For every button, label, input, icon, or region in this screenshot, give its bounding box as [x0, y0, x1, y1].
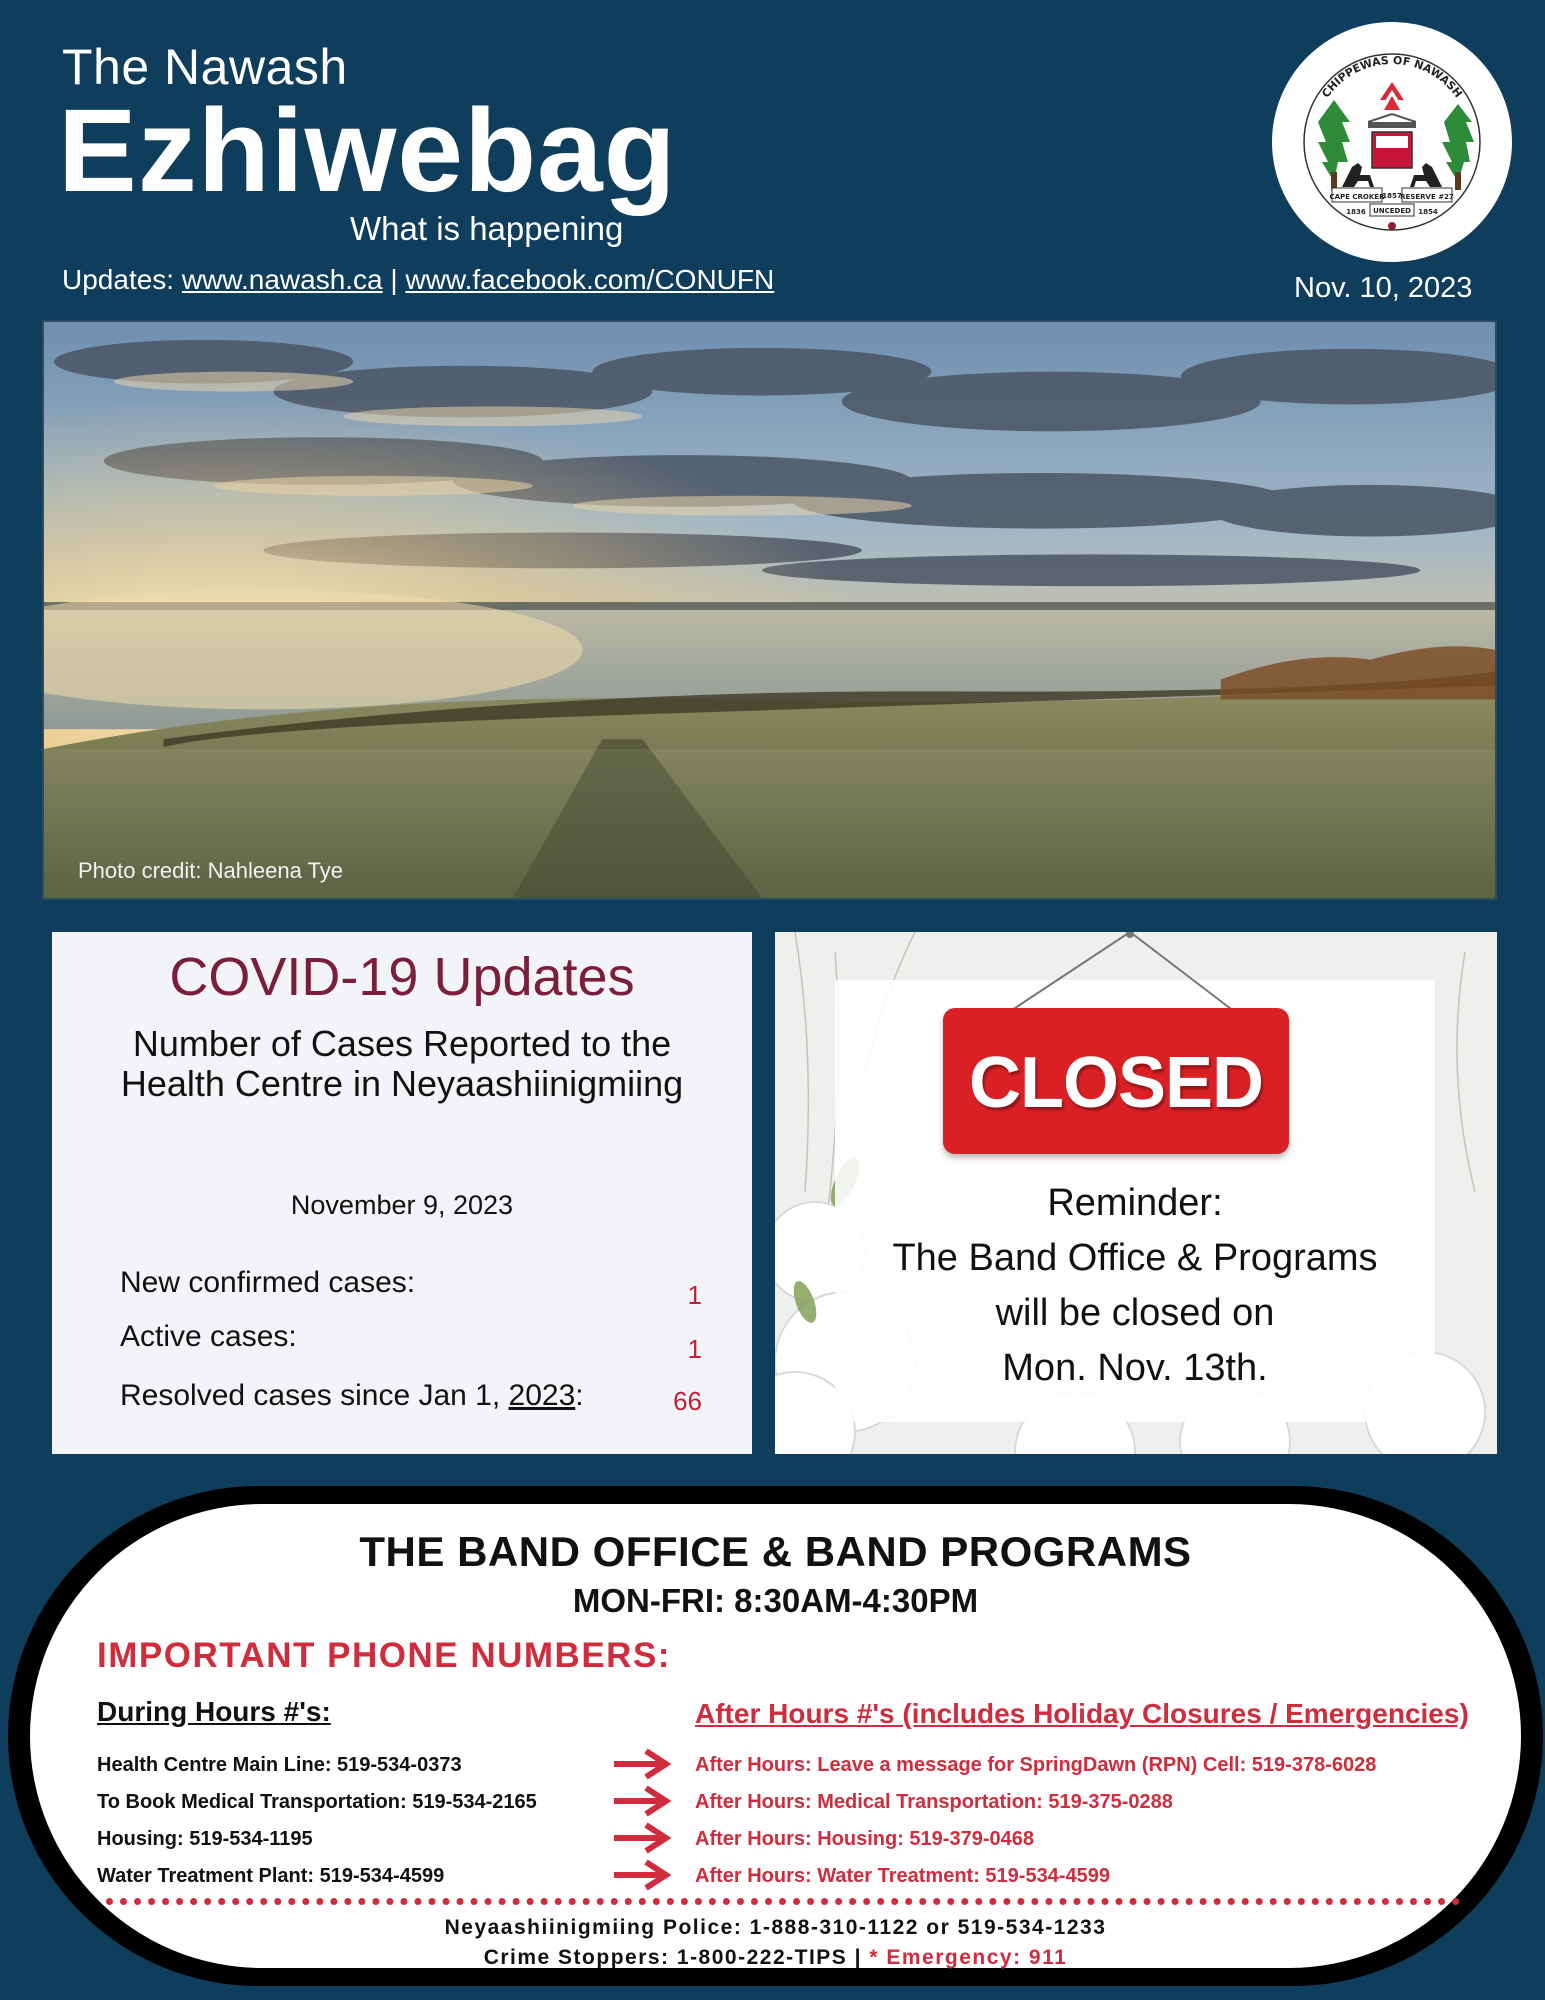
newsletter-title: Ezhiwebag — [58, 85, 677, 217]
reminder-heading: Reminder: — [1047, 1182, 1223, 1224]
seal-left-ribbon: CAPE CROKER — [1329, 193, 1385, 201]
hero-landscape-photo — [42, 320, 1497, 900]
during-hours-row: Housing: 519-534-1195 — [97, 1828, 313, 1850]
resolved-cases-suffix: : — [575, 1379, 584, 1412]
new-cases-value: 1 — [687, 1280, 702, 1310]
issue-date: Nov. 10, 2023 — [1294, 272, 1473, 304]
reminder-line-3: will be closed on — [995, 1292, 1275, 1334]
website-link[interactable]: www.nawash.ca — [181, 264, 383, 295]
resolved-cases-prefix: Resolved cases since Jan 1, — [120, 1379, 509, 1412]
crime-stoppers-number: Crime Stoppers: 1-800-222-TIPS — [483, 1946, 848, 1969]
chippewas-of-nawash-seal — [1272, 22, 1512, 262]
newsletter-pretitle: The Nawash — [62, 39, 348, 95]
band-office-title: THE BAND OFFICE & BAND PROGRAMS — [359, 1528, 1192, 1575]
police-number: Neyaashiinigmiing Police: 1-888-310-1122 or 519-534-1233 — [444, 1916, 1107, 1939]
covid-title: COVID-19 Updates — [169, 947, 635, 1007]
link-separator: | — [390, 264, 398, 295]
after-hours-heading: After Hours #'s (includes Holiday Closures / Emergencies) — [695, 1698, 1469, 1729]
active-cases-value: 1 — [687, 1334, 702, 1364]
facebook-link[interactable]: www.facebook.com/CONUFN — [405, 264, 775, 295]
active-cases-label: Active cases: — [120, 1320, 297, 1353]
during-hours-row: Water Treatment Plant: 519-534-4599 — [97, 1865, 445, 1887]
footer-contacts — [30, 1946, 1521, 1970]
closed-sign-text: CLOSED — [968, 1043, 1264, 1123]
band-office-hours: MON-FRI: 8:30AM-4:30PM — [572, 1582, 979, 1619]
updates-line — [62, 264, 774, 296]
right-arrow-icon — [612, 1822, 672, 1854]
resolved-cases-year: 2023 — [508, 1379, 576, 1412]
covid-subtitle: Number of Cases Reported to the Health Centre in Neyaashiinigmiing — [120, 1023, 684, 1104]
resolved-cases-value: 66 — [673, 1386, 702, 1416]
closure-reminder-text — [835, 1176, 1435, 1396]
seal-logo-icon — [1272, 22, 1512, 262]
after-hours-row: After Hours: Medical Transportation: 519-375-0288 — [695, 1791, 1173, 1813]
band-office-card — [30, 1504, 1521, 1968]
important-phone-numbers-title: IMPORTANT PHONE NUMBERS: — [97, 1636, 671, 1675]
seal-top-text: CHIPPEWAS OF NAWASH — [1319, 53, 1465, 101]
seal-year-center: 1857 — [1382, 192, 1402, 200]
photo-credit: Photo credit: Nahleena Tye — [78, 858, 343, 883]
during-hours-row: Health Centre Main Line: 519-534-0373 — [97, 1754, 462, 1776]
during-hours-heading: During Hours #'s: — [97, 1696, 331, 1727]
right-arrow-icon — [612, 1748, 672, 1780]
dotted-divider — [106, 1898, 1460, 1905]
reminder-line-4: Mon. Nov. 13th. — [1002, 1347, 1268, 1389]
reminder-line-2: The Band Office & Programs — [892, 1237, 1378, 1279]
covid-report-date: November 9, 2023 — [290, 1190, 514, 1220]
band-office-section — [8, 1486, 1543, 1986]
resolved-cases-label — [120, 1379, 584, 1413]
new-cases-label: New confirmed cases: — [120, 1266, 416, 1299]
emergency-number: * Emergency: 911 — [869, 1946, 1068, 1969]
after-hours-row: After Hours: Water Treatment: 519-534-4599 — [695, 1865, 1110, 1887]
updates-label: Updates: — [62, 264, 175, 295]
newsletter-subtitle: What is happening — [350, 210, 624, 247]
during-hours-row: To Book Medical Transportation: 519-534-2165 — [97, 1791, 537, 1813]
seal-year-left: 1836 — [1346, 208, 1366, 216]
right-arrow-icon — [612, 1859, 672, 1891]
covid-updates-panel — [52, 932, 752, 1454]
after-hours-row: After Hours: Leave a message for SpringDawn (RPN) Cell: 519-378-6028 — [695, 1754, 1377, 1776]
right-arrow-icon — [612, 1785, 672, 1817]
closed-sign — [943, 1008, 1289, 1154]
seal-year-right: 1854 — [1418, 208, 1438, 216]
lake-sunrise-image — [44, 322, 1495, 898]
after-hours-row: After Hours: Housing: 519-379-0468 — [695, 1828, 1034, 1850]
closure-reminder-panel — [775, 932, 1497, 1454]
footer-separator: | — [854, 1946, 863, 1969]
seal-bottom-ribbon: UNCEDED — [1373, 207, 1411, 215]
seal-right-ribbon: RESERVE #27 — [1400, 193, 1454, 201]
